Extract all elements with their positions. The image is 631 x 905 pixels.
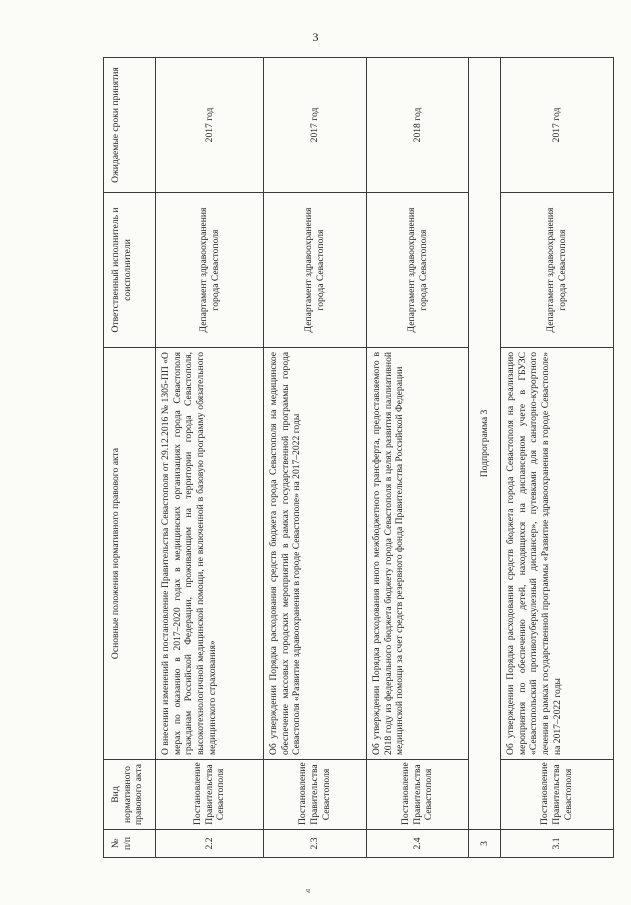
table-row	[264, 58, 367, 858]
header-num: № п/п	[104, 830, 156, 858]
subprogram-label: Подпрограмма 3	[469, 58, 501, 830]
row-type: Постановление Правительства Севастополя	[156, 760, 264, 830]
subprogram-num: 3	[469, 830, 501, 858]
row-type: Постановление Правительства Севастополя	[264, 760, 367, 830]
row-executor: Департамент здравоохранения города Севастополя	[367, 193, 469, 348]
row-content: Об утверждении Порядка расходования средств бюджета города Севастополя на реализацию мероприятия по обеспечению детей, находящихся на диспансерном учете в ГБУЗС «Севастопольский противотуберкулезный диспансер», путевками для санаторно-курортного лечения в рамках государственной программы «Развитие здравоохранения в городе Севастополе» на 2017–2022 годы	[501, 348, 614, 760]
row-deadline: 2017 год	[156, 58, 264, 193]
row-type: Постановление Правительства Севастополя	[367, 760, 469, 830]
row-deadline: 2017 год	[501, 58, 614, 193]
row-num: 2.3	[264, 830, 367, 858]
header-content: Основные положения нормативного правового акта	[104, 348, 156, 760]
rotated-table	[103, 58, 613, 858]
table-row	[156, 58, 264, 858]
row-num: 3.1	[501, 830, 614, 858]
row-content: Об утверждении Порядка расходования средств бюджета города Севастополя на медицинское обеспечение массовых городских мероприятий в рамках государственной программы города Севастополя «Развитие здравоохранения в городе Севастополе» на 2017–2022 годы	[264, 348, 367, 760]
table-row	[367, 58, 469, 858]
row-content: Об утверждении Порядка расходования иного межбюджетного трансферта, предоставляемого в 2018 году из федерального бюджета бюджету города Севастополя в целях развития паллиативной медицинской помощи за счет средств резервного фонда Правительства Российской Федерации	[367, 348, 469, 760]
row-executor: Департамент здравоохранения города Севастополя	[156, 193, 264, 348]
legal-acts-table	[103, 57, 614, 858]
table-row	[501, 58, 614, 858]
row-content: О внесении изменений в постановление Правительства Севастополя от 29.12.2016 № 1305-ПП «О мерах по оказанию в 2017–2020 годах в медицинских организациях города Севастополя гражданам Российской Федерации, проживающим на территории города Севастополя, высокотехнологичной медицинской помощи, не включенной в базовую программу обязательного медицинского страхования»	[156, 348, 264, 760]
header-type: Вид нормативного правового акта	[104, 760, 156, 830]
row-num: 2.4	[367, 830, 469, 858]
rotated-table-container	[103, 58, 613, 858]
row-type: Постановление Правительства Севастополя	[501, 760, 614, 830]
row-num: 2.2	[156, 830, 264, 858]
row-executor: Департамент здравоохранения города Севастополя	[501, 193, 614, 348]
header-deadline: Ожидаемые сроки принятия	[104, 58, 156, 193]
row-deadline: 2018 год	[367, 58, 469, 193]
header-executor: Ответственный исполнитель и соисполнители	[104, 193, 156, 348]
table-header-row	[104, 58, 156, 858]
row-deadline: 2017 год	[264, 58, 367, 193]
footer-mark: ч	[306, 886, 311, 895]
page-number: 3	[312, 30, 319, 44]
subprogram-row	[469, 58, 501, 858]
row-executor: Департамент здравоохранения города Севастополя	[264, 193, 367, 348]
